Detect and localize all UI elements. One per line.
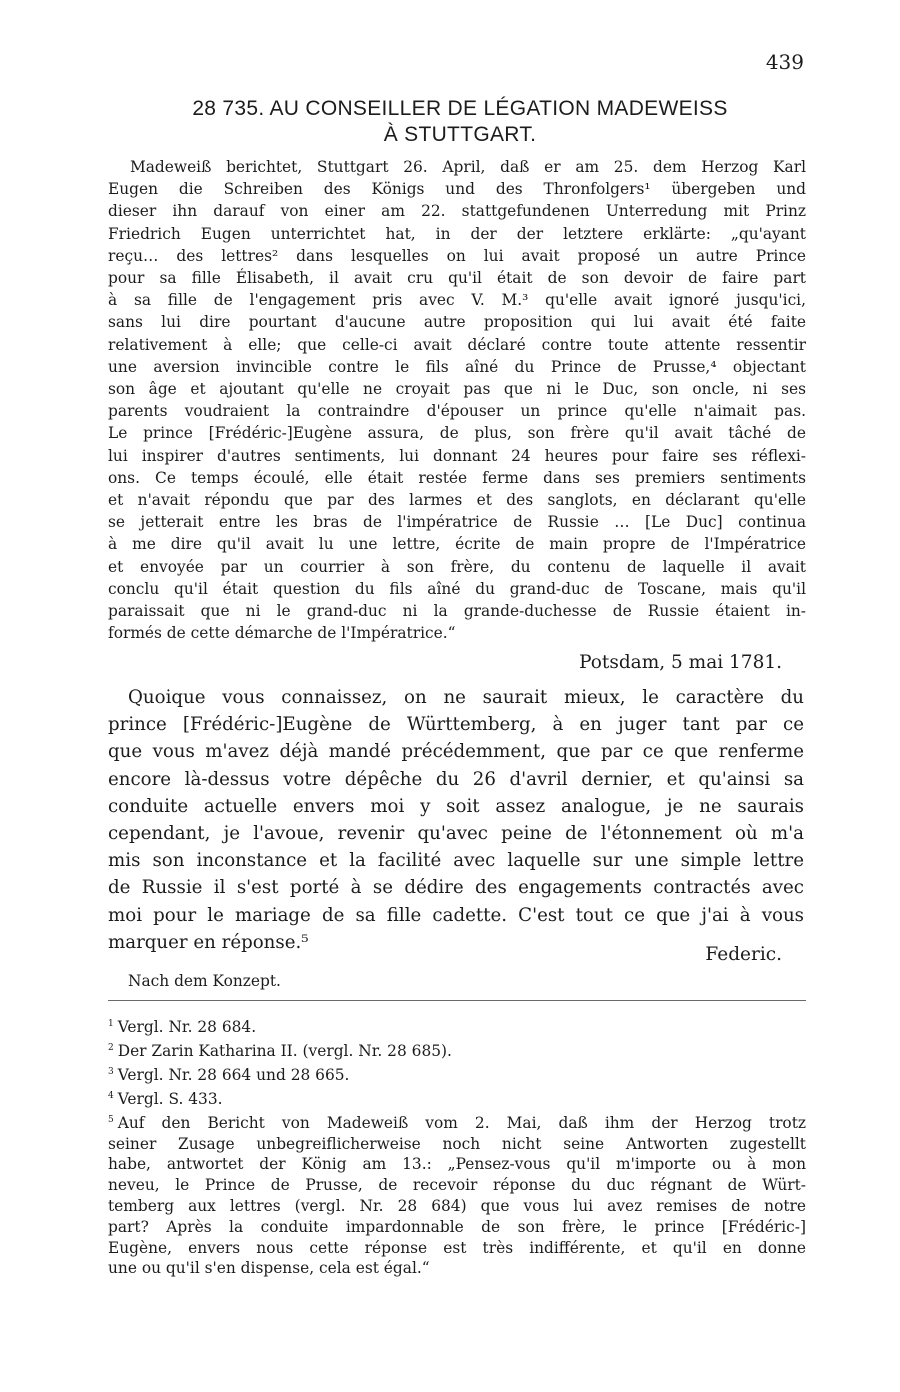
summary-line: ons. Ce temps écoulé, elle était restée ferme dans ses premiers sentiments (108, 468, 806, 487)
summary-line: et envoyée par un courrier à son frère, du contenu de laquelle il avait (108, 557, 806, 576)
letter-line: conduite actuelle envers moi y soit assez analogue, je ne saurais (108, 795, 804, 817)
summary-line: une aversion invincible contre le fils aîné du Prince de Prusse,⁴ objectant (108, 357, 806, 376)
letter-line: moi pour le mariage de sa fille cadette. C'est tout ce que j'ai à vous (108, 904, 804, 926)
footnote-line: une ou qu'il s'en dispense, cela est égal.“ (108, 1259, 430, 1278)
summary-line: sans lui dire pourtant d'aucune autre proposition qui lui avait été faite (108, 313, 806, 332)
footnote-2 (108, 1038, 806, 1062)
summary-line: Friedrich Eugen unterrichtet hat, in der der letztere erklärte: „qu'ayant (108, 224, 806, 243)
letter-line: que vous m'avez déjà mandé précédemment, que par ce que renferme (108, 741, 804, 763)
footnote-mark: 4 (108, 1090, 114, 1101)
summary-line: lui inspirer d'autres sentiments, lui donnant 24 heures pour faire ses réflexi- (108, 446, 806, 465)
footnote-1 (108, 1014, 806, 1038)
document-heading (110, 96, 810, 148)
footnote-mark: 2 (108, 1042, 114, 1053)
footnote-text: Vergl. Nr. 28 664 und 28 665. (117, 1065, 350, 1084)
summary-line: à sa fille de l'engagement pris avec V. M.³ qu'elle avait ignoré jusqu'ici, (108, 291, 806, 310)
letter-body (108, 684, 804, 956)
summary-line: et n'avait répondu que par des larmes et des sanglots, en déclarant qu'elle (108, 491, 806, 510)
footnote-divider (108, 1000, 806, 1001)
summary-line: parents voudraient la contraindre d'épouser un prince qu'elle n'aimait pas. (108, 402, 806, 421)
summary-line: Le prince [Frédéric-]Eugène assura, de plus, son frère qu'il avait tâché de (108, 424, 806, 443)
footnote-4 (108, 1086, 806, 1110)
summary-line: dieser ihn darauf von einer am 22. stattgefundenen Unterredung mit Prinz (108, 202, 806, 221)
heading-line-2: À STUTTGART. (383, 123, 537, 146)
summary-line: conclu qu'il était question du fils aîné du grand-duc de Toscane, mais qu'il (108, 579, 806, 598)
footnote-line: habe, antwortet der König am 13.: „Pensez-vous qu'il m'importe ou à mon (108, 1155, 806, 1174)
summary-line: formés de cette démarche de l'Impératrice.“ (108, 624, 456, 643)
summary-line: son âge et ajoutant qu'elle ne croyait pas que ni le Duc, son oncle, ni ses (108, 380, 806, 399)
footnote-text: Vergl. S. 433. (117, 1089, 223, 1108)
letter-line: cependant, je l'avoue, revenir qu'avec peine de l'étonnement où m'a (108, 823, 804, 845)
footnote-line: seiner Zusage unbegreiflicherweise noch nicht seine Antworten zugestellt (108, 1134, 806, 1153)
summary-line: paraissait que ni le grand-duc ni la grande-duchesse de Russie étaient in- (108, 602, 806, 621)
heading-line-1: 28 735. AU CONSEILLER DE LÉGATION MADEWEISS (192, 97, 728, 120)
letter-line: Quoique vous connaissez, on ne saurait mieux, le caractère du (128, 687, 804, 708)
footnote-3 (108, 1062, 806, 1086)
footnote-mark: 3 (108, 1066, 114, 1077)
footnote-mark: 1 (108, 1019, 114, 1029)
dateline: Potsdam, 5 mai 1781. (579, 652, 782, 673)
letter-line: marquer en réponse.⁵ (108, 931, 309, 953)
summary-line: à me dire qu'il avait lu une lettre, écrite de main propre de l'Impératrice (108, 535, 806, 554)
source-note: Nach dem Konzept. (128, 972, 281, 990)
summary-line: Madeweiß berichtet, Stuttgart 26. April, daß er am 25. dem Herzog Karl (130, 158, 806, 176)
footnote-line: neveu, le Prince de Prusse, de recevoir réponse du duc régnant de Würt- (108, 1176, 806, 1195)
letter-line: encore là-dessus votre dépêche du 26 d'avril dernier, et qu'ainsi sa (108, 768, 804, 790)
summary-line: relativement à elle; que celle-ci avait déclaré contre toute attente ressentir (108, 335, 806, 354)
footnote-text: Vergl. Nr. 28 684. (117, 1018, 257, 1037)
footnote-line: part? Après la conduite impardonnable de son frère, le prince [Frédéric-] (108, 1217, 806, 1236)
footnote-5-line-1 (108, 1110, 806, 1134)
summary-line: se jetterait entre les bras de l'impératrice de Russie … [Le Duc] continua (108, 513, 806, 532)
footnote-line: Eugène, envers nous cette réponse est très indifférente, et qu'il en donne (108, 1238, 806, 1257)
letter-line: de Russie il s'est porté à se dédire des engagements contractés avec (108, 877, 804, 899)
letter-line: prince [Frédéric-]Eugène de Württemberg, à en juger tant par ce (108, 714, 804, 736)
footnote-line: temberg aux lettres (vergl. Nr. 28 684) que vous lui avez remises de notre (108, 1197, 806, 1215)
footnotes (108, 1014, 806, 1279)
signature: Federic. (705, 944, 782, 965)
footnote-mark: 5 (108, 1114, 114, 1125)
footnote-line: Auf den Bericht von Madeweiß vom 2. Mai, daß ihm der Herzog trotz (117, 1113, 806, 1132)
summary-paragraph (108, 156, 806, 644)
letter-line: mis son inconstance et la facilité avec laquelle sur une simple lettre (108, 850, 804, 872)
page-number: 439 (765, 50, 804, 74)
summary-line: Eugen die Schreiben des Königs und des Thronfolgers¹ übergeben und (108, 180, 806, 199)
summary-line: reçu… des lettres² dans lesquelles on lui avait proposé un autre Prince (108, 246, 806, 265)
summary-line: pour sa fille Élisabeth, il avait cru qu'il était de son devoir de faire part (108, 269, 806, 288)
footnote-5 (108, 1110, 806, 1280)
footnote-text: Der Zarin Katharina II. (vergl. Nr. 28 685). (117, 1042, 452, 1061)
